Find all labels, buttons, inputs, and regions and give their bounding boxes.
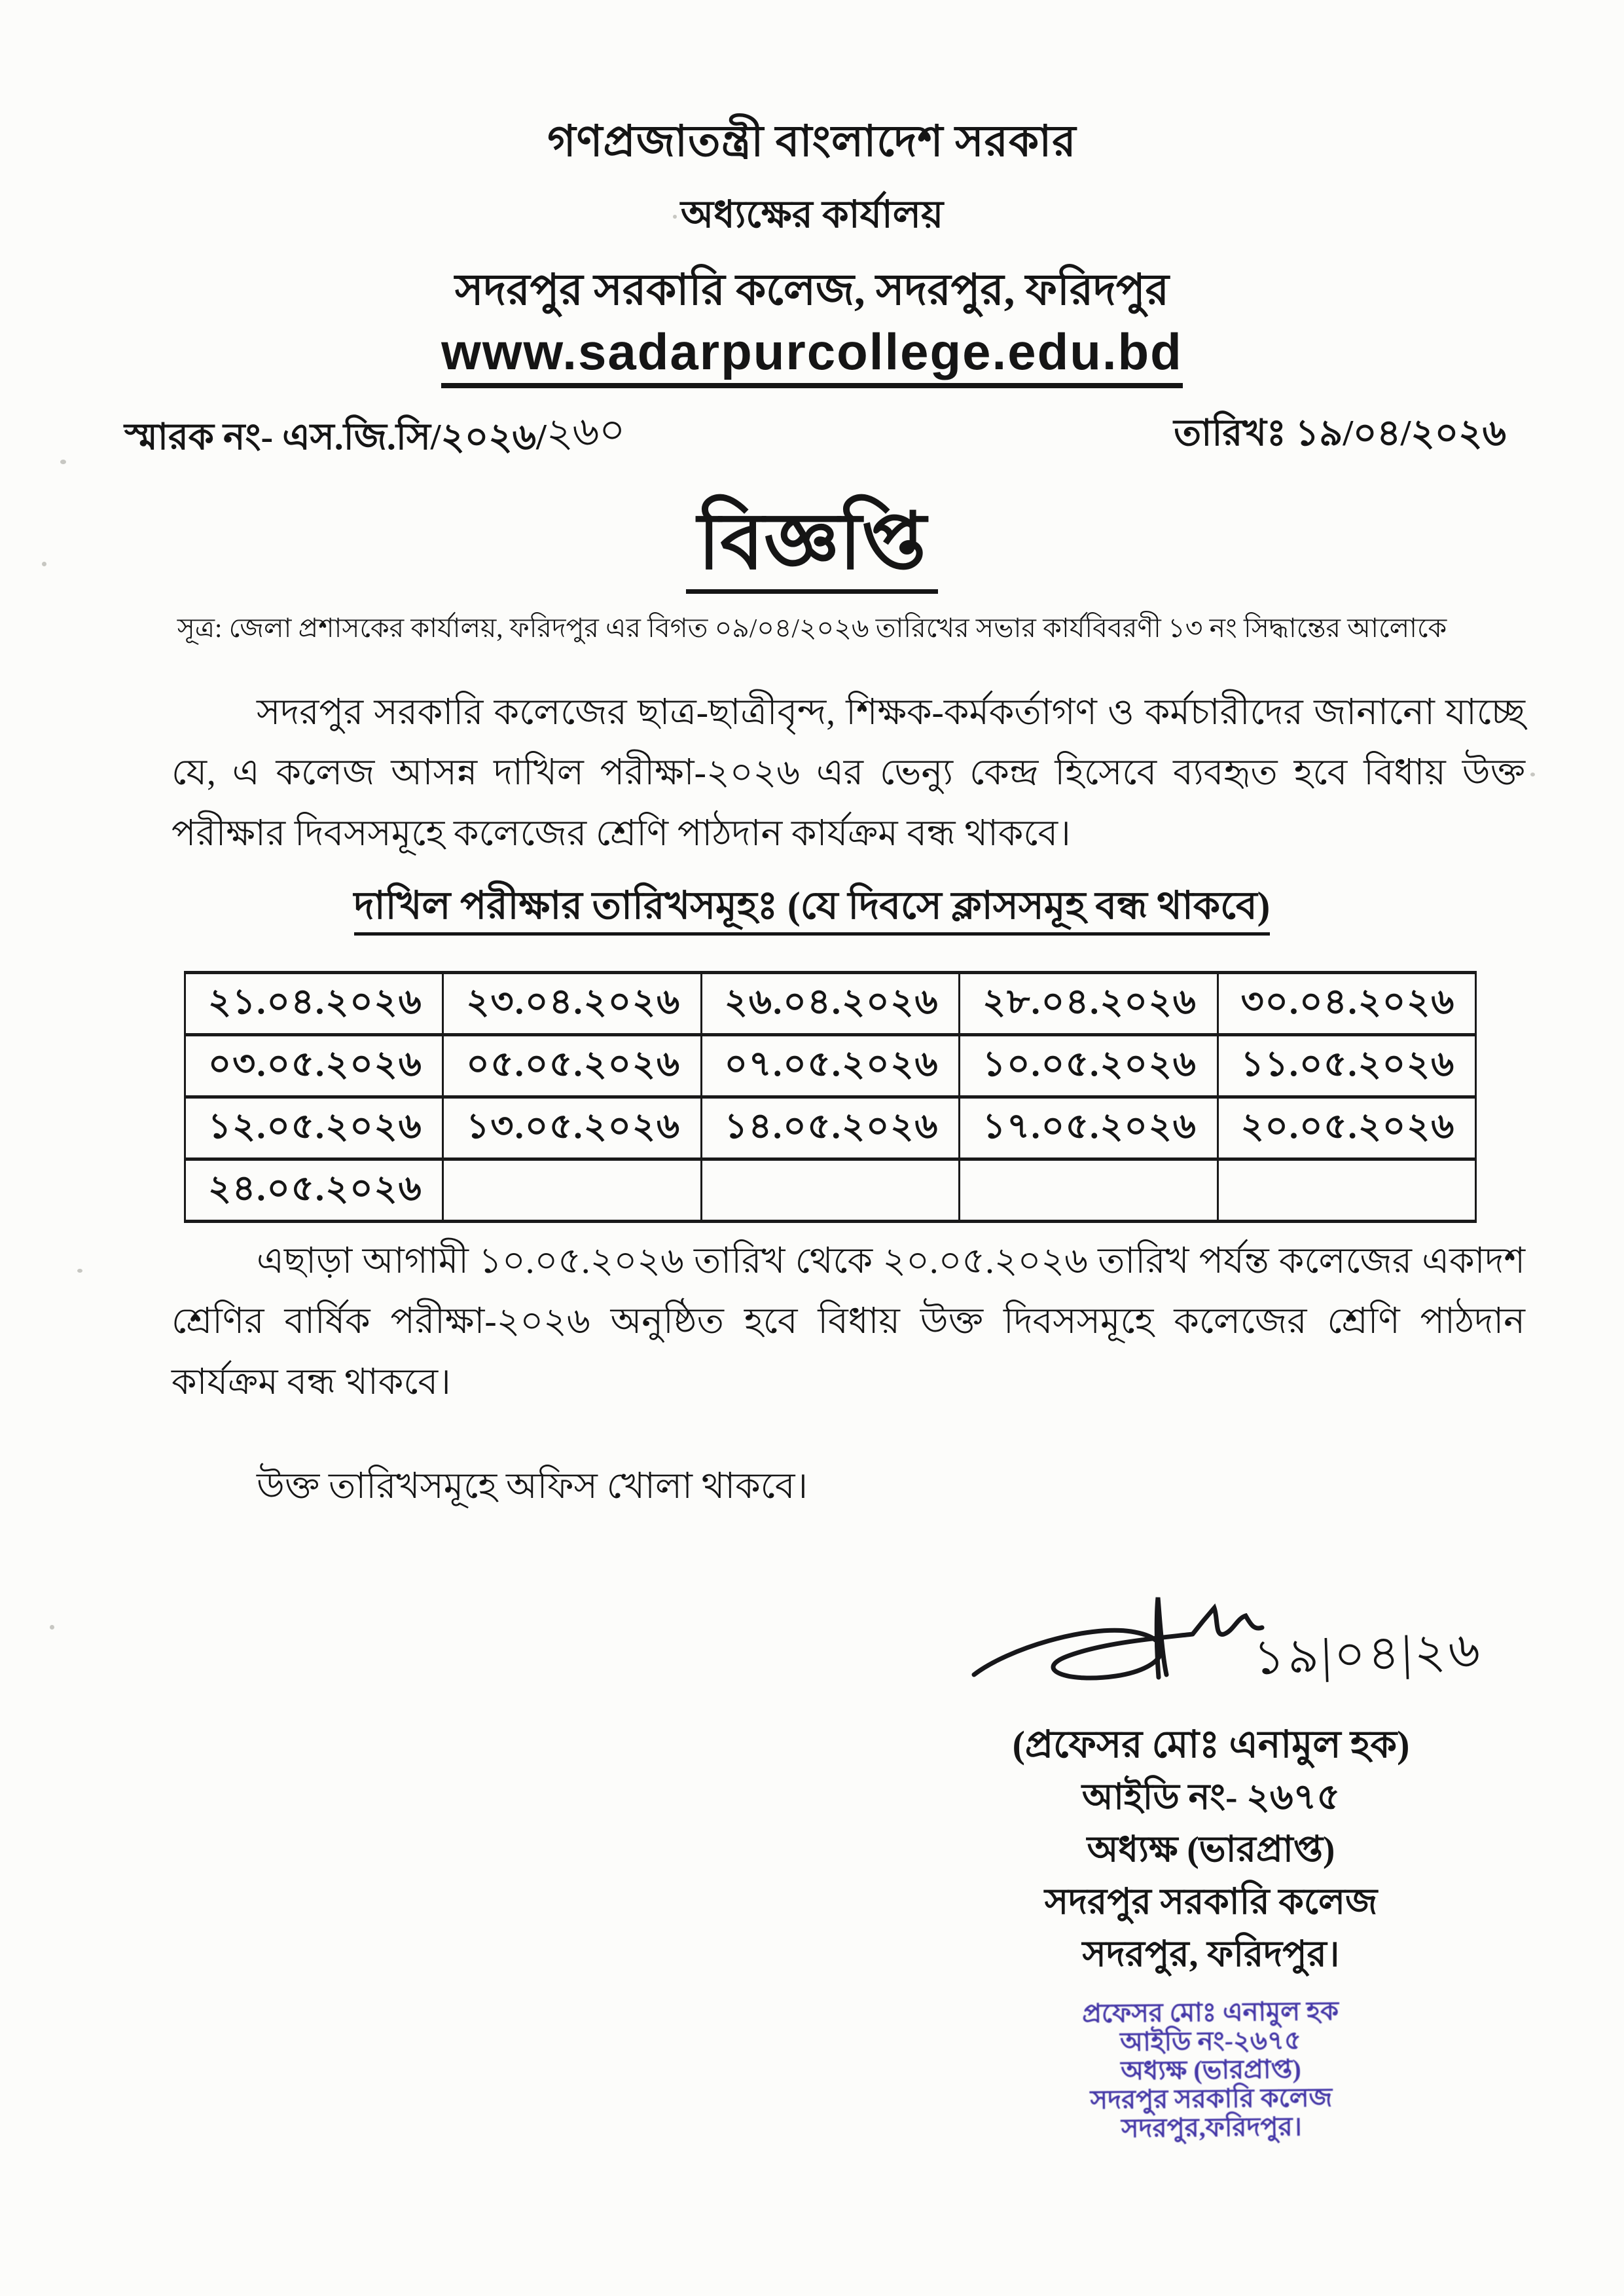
table-cell: ১৭.০৫.২০২৬: [960, 1097, 1218, 1159]
header-office-line: অধ্যক্ষের কার্যালয়: [680, 193, 944, 236]
table-cell: ১৪.০৫.২০২৬: [701, 1097, 959, 1159]
official-stamp: [916, 1995, 1506, 2145]
signatory-designation: অধ্যক্ষ (ভারপ্রাপ্ত): [1087, 1829, 1335, 1869]
table-cell: ১২.০৫.২০২৬: [185, 1097, 443, 1159]
notice-title: [0, 499, 1624, 585]
table-cell: [960, 1159, 1218, 1222]
memo-number-handwritten: ২৬০: [545, 407, 626, 457]
table-row: [185, 1097, 1476, 1159]
exam-dates-table: [184, 971, 1477, 1223]
signatory-name: (প্রফেসর মোঃ এনামুল হক): [1012, 1722, 1410, 1766]
office-note: উক্ত তারিখসমূহে অফিস খোলা থাকবে।: [257, 1466, 808, 1506]
scan-speck: [50, 1625, 54, 1630]
table-cell: ০৩.০৫.২০২৬: [185, 1035, 443, 1097]
table-cell: ০৫.০৫.২০২৬: [443, 1035, 701, 1097]
paragraph-2: এছাড়া আগামী ১০.০৫.২০২৬ তারিখ থেকে ২০.০৫.২০২৬ তারিখ পর্যন্ত কলেজের একাদশ শ্রেণির বার্ষিক পরীক্ষা-২০২৬ অনুষ্ঠিত হবে বিধায় উক্ত দিবসসমূহে কলেজের শ্রেণি পাঠদান কার্যক্রম বন্ধ থাকবে।: [171, 1241, 1525, 1402]
signatory-college: সদরপুর সরকারি কলেজ: [1044, 1881, 1378, 1922]
scan-speck: [1530, 773, 1535, 776]
table-cell: ০৭.০৫.২০২৬: [701, 1035, 959, 1097]
signatory-address: সদরপুর, ফরিদপুর।: [1082, 1933, 1340, 1974]
signature-date-handwritten: ১৯|০৪|২৬: [1252, 1623, 1484, 1686]
memo-number-printed: স্মারক নং- এস.জি.সি/২০২৬/: [124, 417, 547, 458]
table-cell: ১৩.০৫.২০২৬: [443, 1097, 701, 1159]
scan-speck: [60, 460, 66, 464]
stamp-line: সদরপুর সরকারি কলেজ: [1090, 2083, 1333, 2115]
memo-row: [124, 405, 1506, 472]
table-cell: ১১.০৫.২০২৬: [1218, 1035, 1475, 1097]
table-cell: ২০.০৫.২০২৬: [1218, 1097, 1475, 1159]
table-cell: [443, 1159, 701, 1222]
table-heading-text: দাখিল পরীক্ষার তারিখসমূহঃ (যে দিবসে ক্লাসসমূহ বন্ধ থাকবে): [354, 884, 1271, 936]
memo-date: তারিখঃ ১৯/০৪/২০২৬: [1174, 413, 1506, 454]
table-row: [185, 1035, 1476, 1097]
scan-speck: [42, 562, 46, 566]
table-heading: [0, 876, 1624, 940]
paragraph-1: সদরপুর সরকারি কলেজের ছাত্র-ছাত্রীবৃন্দ, শিক্ষক-কর্মকর্তাগণ ও কর্মচারীদের জানানো যাচ্ছে যে, এ কলেজ আসন্ন দাখিল পরীক্ষা-২০২৬ এর ভেন্যু কেন্দ্র হিসেবে ব্যবহৃত হবে বিধায় উক্ত পরীক্ষার দিবসসমূহে কলেজের শ্রেণি পাঠদান কার্যক্রম বন্ধ থাকবে।: [171, 692, 1525, 853]
table-cell: ২৪.০৫.২০২৬: [185, 1159, 443, 1222]
header-government-line: গণপ্রজাতন্ত্রী বাংলাদেশ সরকার: [547, 118, 1077, 166]
signatory-id: আইডি নং- ২৬৭৫: [1081, 1776, 1341, 1817]
table-cell: ১০.০৫.২০২৬: [960, 1035, 1218, 1097]
source-line: সূত্র: জেলা প্রশাসকের কার্যালয়, ফরিদপুর এর বিগত ০৯/০৪/২০২৬ তারিখের সভার কার্যবিবরণী ১৩ নং সিদ্ধান্তের আলোকে: [177, 613, 1447, 643]
website-url-text: www.sadarpurcollege.edu.bd: [441, 323, 1183, 388]
signature-scribble: [962, 1591, 1270, 1709]
table-cell: [1218, 1159, 1475, 1222]
table-row: [185, 973, 1476, 1035]
table-cell: ২১.০৪.২০২৬: [185, 973, 443, 1035]
signatory-block: [916, 1721, 1506, 1982]
stamp-line: অধ্যক্ষ (ভারপ্রাপ্ত): [1121, 2054, 1301, 2086]
table-cell: [701, 1159, 959, 1222]
stamp-line: সদরপুর,ফরিদপুর।: [1121, 2111, 1303, 2143]
header-college-line: সদরপুর সরকারি কলেজ, সদরপুর, ফরিদপুর: [455, 266, 1169, 314]
table-row: [185, 1159, 1476, 1222]
table-cell: ২৬.০৪.২০২৬: [701, 973, 959, 1035]
scan-speck: [77, 1269, 82, 1273]
memo-number: [124, 405, 626, 472]
stamp-line: প্রফেসর মোঃ এনামুল হক: [1081, 1995, 1339, 2029]
table-cell: ২৮.০৪.২০২৬: [960, 973, 1218, 1035]
notice-title-text: বিজ্ঞপ্তি: [686, 498, 938, 594]
website-url: [0, 322, 1624, 382]
scan-speck: [673, 215, 677, 219]
table-cell: ৩০.০৪.২০২৬: [1218, 973, 1475, 1035]
stamp-line: আইডি নং-২৬৭৫: [1119, 2025, 1302, 2057]
table-cell: ২৩.০৪.২০২৬: [443, 973, 701, 1035]
